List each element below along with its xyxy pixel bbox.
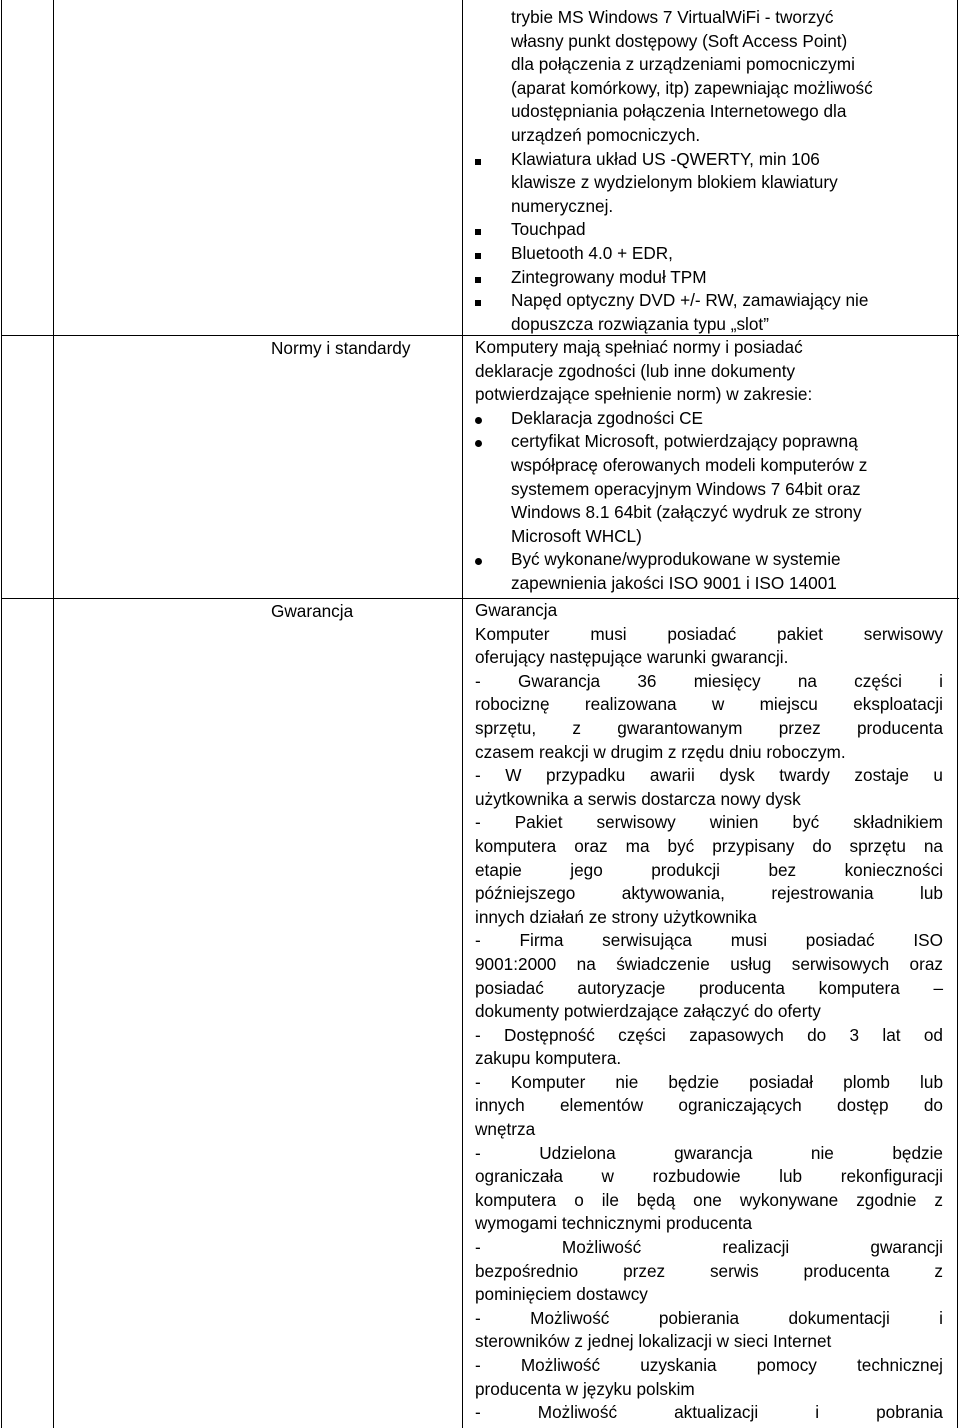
text-line: systemem operacyjnym Windows 7 64bit oraz	[511, 478, 861, 499]
text-line: numerycznej.	[511, 195, 614, 216]
text-line: Bluetooth 4.0 + EDR,	[511, 242, 673, 263]
text-line: klawisze z wydzielonym blokiem klawiatury	[511, 172, 838, 193]
text-line: - Firma serwisująca musi posiadać ISO	[475, 930, 943, 951]
top-section	[475, 6, 943, 336]
warranty-paragraph	[475, 1354, 943, 1401]
text-line: czasem reakcji w drugim z rzędu dniu roboczym.	[475, 741, 846, 762]
list-item	[475, 430, 943, 548]
text-line: - Pakiet serwisowy winien być składnikiem	[475, 812, 943, 833]
text-line: Microsoft WHCL)	[511, 525, 642, 546]
square-bullet-icon	[475, 148, 481, 172]
text-line: udostępniania połączenia Internetowego dla	[511, 101, 847, 122]
warranty-paragraph	[475, 811, 943, 929]
square-bullet-icon	[475, 242, 481, 266]
column-divider	[462, 0, 463, 1428]
square-bullet-icon	[475, 266, 481, 290]
warranty-paragraph	[475, 670, 943, 764]
text-line: sprzętu, z gwarantowanym przez producenta	[475, 717, 943, 738]
round-bullet-icon	[475, 407, 482, 431]
row-label-warranty: Gwarancja	[271, 601, 354, 621]
warranty-paragraph	[475, 1401, 943, 1425]
list-item	[475, 407, 943, 431]
warranty-paragraph	[475, 1024, 943, 1071]
text-line: współpracę oferowanych modeli komputerów z	[511, 454, 868, 475]
text-line: zakupu komputera.	[475, 1048, 622, 1069]
text-line: potwierdzające spełnienie norm) w zakresie:	[475, 384, 813, 405]
list-item	[475, 548, 943, 595]
row-label-standards: Normy i standardy	[271, 338, 411, 358]
text-line: wymogami technicznymi producenta	[475, 1213, 753, 1234]
text-line: użytkownika a serwis dostarcza nowy dysk	[475, 788, 801, 809]
warranty-paragraph	[475, 929, 943, 1023]
text-line: Klawiatura układ US -QWERTY, min 106	[511, 148, 820, 169]
text-line: dopuszcza rozwiązania typu „slot”	[511, 313, 769, 334]
text-line: Być wykonane/wyprodukowane w systemie	[511, 549, 841, 570]
text-line: dla połączenia z urządzeniami pomocniczymi	[511, 54, 855, 75]
text-line: ograniczała w rozbudowie lub rekonfiguracji	[475, 1166, 943, 1187]
round-bullet-icon	[475, 430, 482, 454]
text-line: - W przypadku awarii dysk twardy zostaje u	[475, 765, 943, 786]
text-line: dokumenty potwierdzające załączyć do oferty	[475, 1001, 821, 1022]
text-line: deklaracje zgodności (lub inne dokumenty	[475, 360, 796, 381]
text-line: Komputery mają spełniać normy i posiadać	[475, 337, 803, 357]
list-item	[475, 218, 943, 242]
column-divider	[53, 0, 54, 1428]
text-line: Komputer musi posiadać pakiet serwisowy	[475, 623, 943, 644]
text-line: posiadać autoryzacje producenta komputera –	[475, 977, 943, 998]
text-line: sterowników z jednej lokalizacji w sieci Internet	[475, 1331, 832, 1352]
continuation-text	[475, 6, 943, 148]
text-line: - Udzielona gwarancja nie będzie	[475, 1142, 943, 1163]
text-line: Touchpad	[511, 219, 586, 240]
text-line: certyfikat Microsoft, potwierdzający poprawną	[511, 431, 858, 452]
text-line: Napęd optyczny DVD +/- RW, zamawiający nie	[511, 290, 869, 311]
standards-content	[475, 336, 943, 596]
text-line: trybie MS Windows 7 VirtualWiFi - tworzyć	[511, 7, 834, 27]
warranty-paragraph	[475, 1142, 943, 1236]
text-line: późniejszego aktywowania, rejestrowania lub	[475, 883, 943, 904]
warranty-content	[475, 599, 943, 1425]
text-line: - Możliwość aktualizacji i pobrania	[475, 1402, 943, 1423]
text-line: etapie jego produkcji bez konieczności	[475, 859, 943, 880]
text-line: - Możliwość uzyskania pomocy technicznej	[475, 1355, 943, 1375]
list-item	[475, 242, 943, 266]
warranty-paragraph	[475, 1071, 943, 1142]
text-line: - Gwarancja 36 miesięcy na części i	[475, 670, 943, 691]
text-line: innych elementów ograniczających dostęp do	[475, 1095, 943, 1116]
round-bullet-icon	[475, 548, 482, 572]
square-bullet-icon	[475, 218, 481, 242]
text-line: Zintegrowany moduł TPM	[511, 266, 707, 287]
text-line: - Dostępność części zapasowych do 3 lat od	[475, 1024, 943, 1045]
square-bullet-icon	[475, 289, 481, 313]
text-line: Windows 8.1 64bit (załączyć wydruk ze strony	[511, 502, 862, 523]
warranty-paragraph	[475, 764, 943, 811]
text-line: innych działań ze strony użytkownika	[475, 906, 757, 927]
text-line: - Komputer nie będzie posiadał plomb lub	[475, 1071, 943, 1092]
warranty-paragraph	[475, 623, 943, 670]
text-line: własny punkt dostępowy (Soft Access Point)	[511, 30, 848, 51]
text-line: - Możliwość pobierania dokumentacji i	[475, 1307, 943, 1328]
text-line: Deklaracja zgodności CE	[511, 407, 704, 428]
text-line: urządzeń pomocniczych.	[511, 124, 701, 145]
text-line: wnętrza	[475, 1119, 536, 1140]
text-line: robociznę realizowana w miejscu eksploatacji	[475, 694, 943, 715]
list-item	[475, 266, 943, 290]
text-line: (aparat komórkowy, itp) zapewniając możliwość	[511, 77, 873, 98]
text-line: pominięciem dostawcy	[475, 1284, 648, 1305]
text-line: 9001:2000 na świadczenie usług serwisowych oraz	[475, 953, 943, 974]
list-item	[475, 289, 943, 336]
text-line: zapewnienia jakości ISO 9001 i ISO 14001	[511, 572, 837, 593]
text-line: komputera oraz ma być przypisany do sprzętu na	[475, 835, 943, 856]
warranty-heading: Gwarancja	[475, 600, 558, 620]
list-item	[475, 148, 943, 219]
text-line: bezpośrednio przez serwis producenta z	[475, 1260, 943, 1281]
warranty-paragraph	[475, 1307, 943, 1354]
text-line: producenta w języku polskim	[475, 1378, 695, 1399]
text-line: - Możliwość realizacji gwarancji	[475, 1237, 943, 1258]
warranty-paragraph	[475, 1236, 943, 1307]
text-line: komputera o ile będą one wykonywane zgodnie z	[475, 1189, 943, 1210]
text-line: oferujący następujące warunki gwarancji.	[475, 647, 789, 668]
